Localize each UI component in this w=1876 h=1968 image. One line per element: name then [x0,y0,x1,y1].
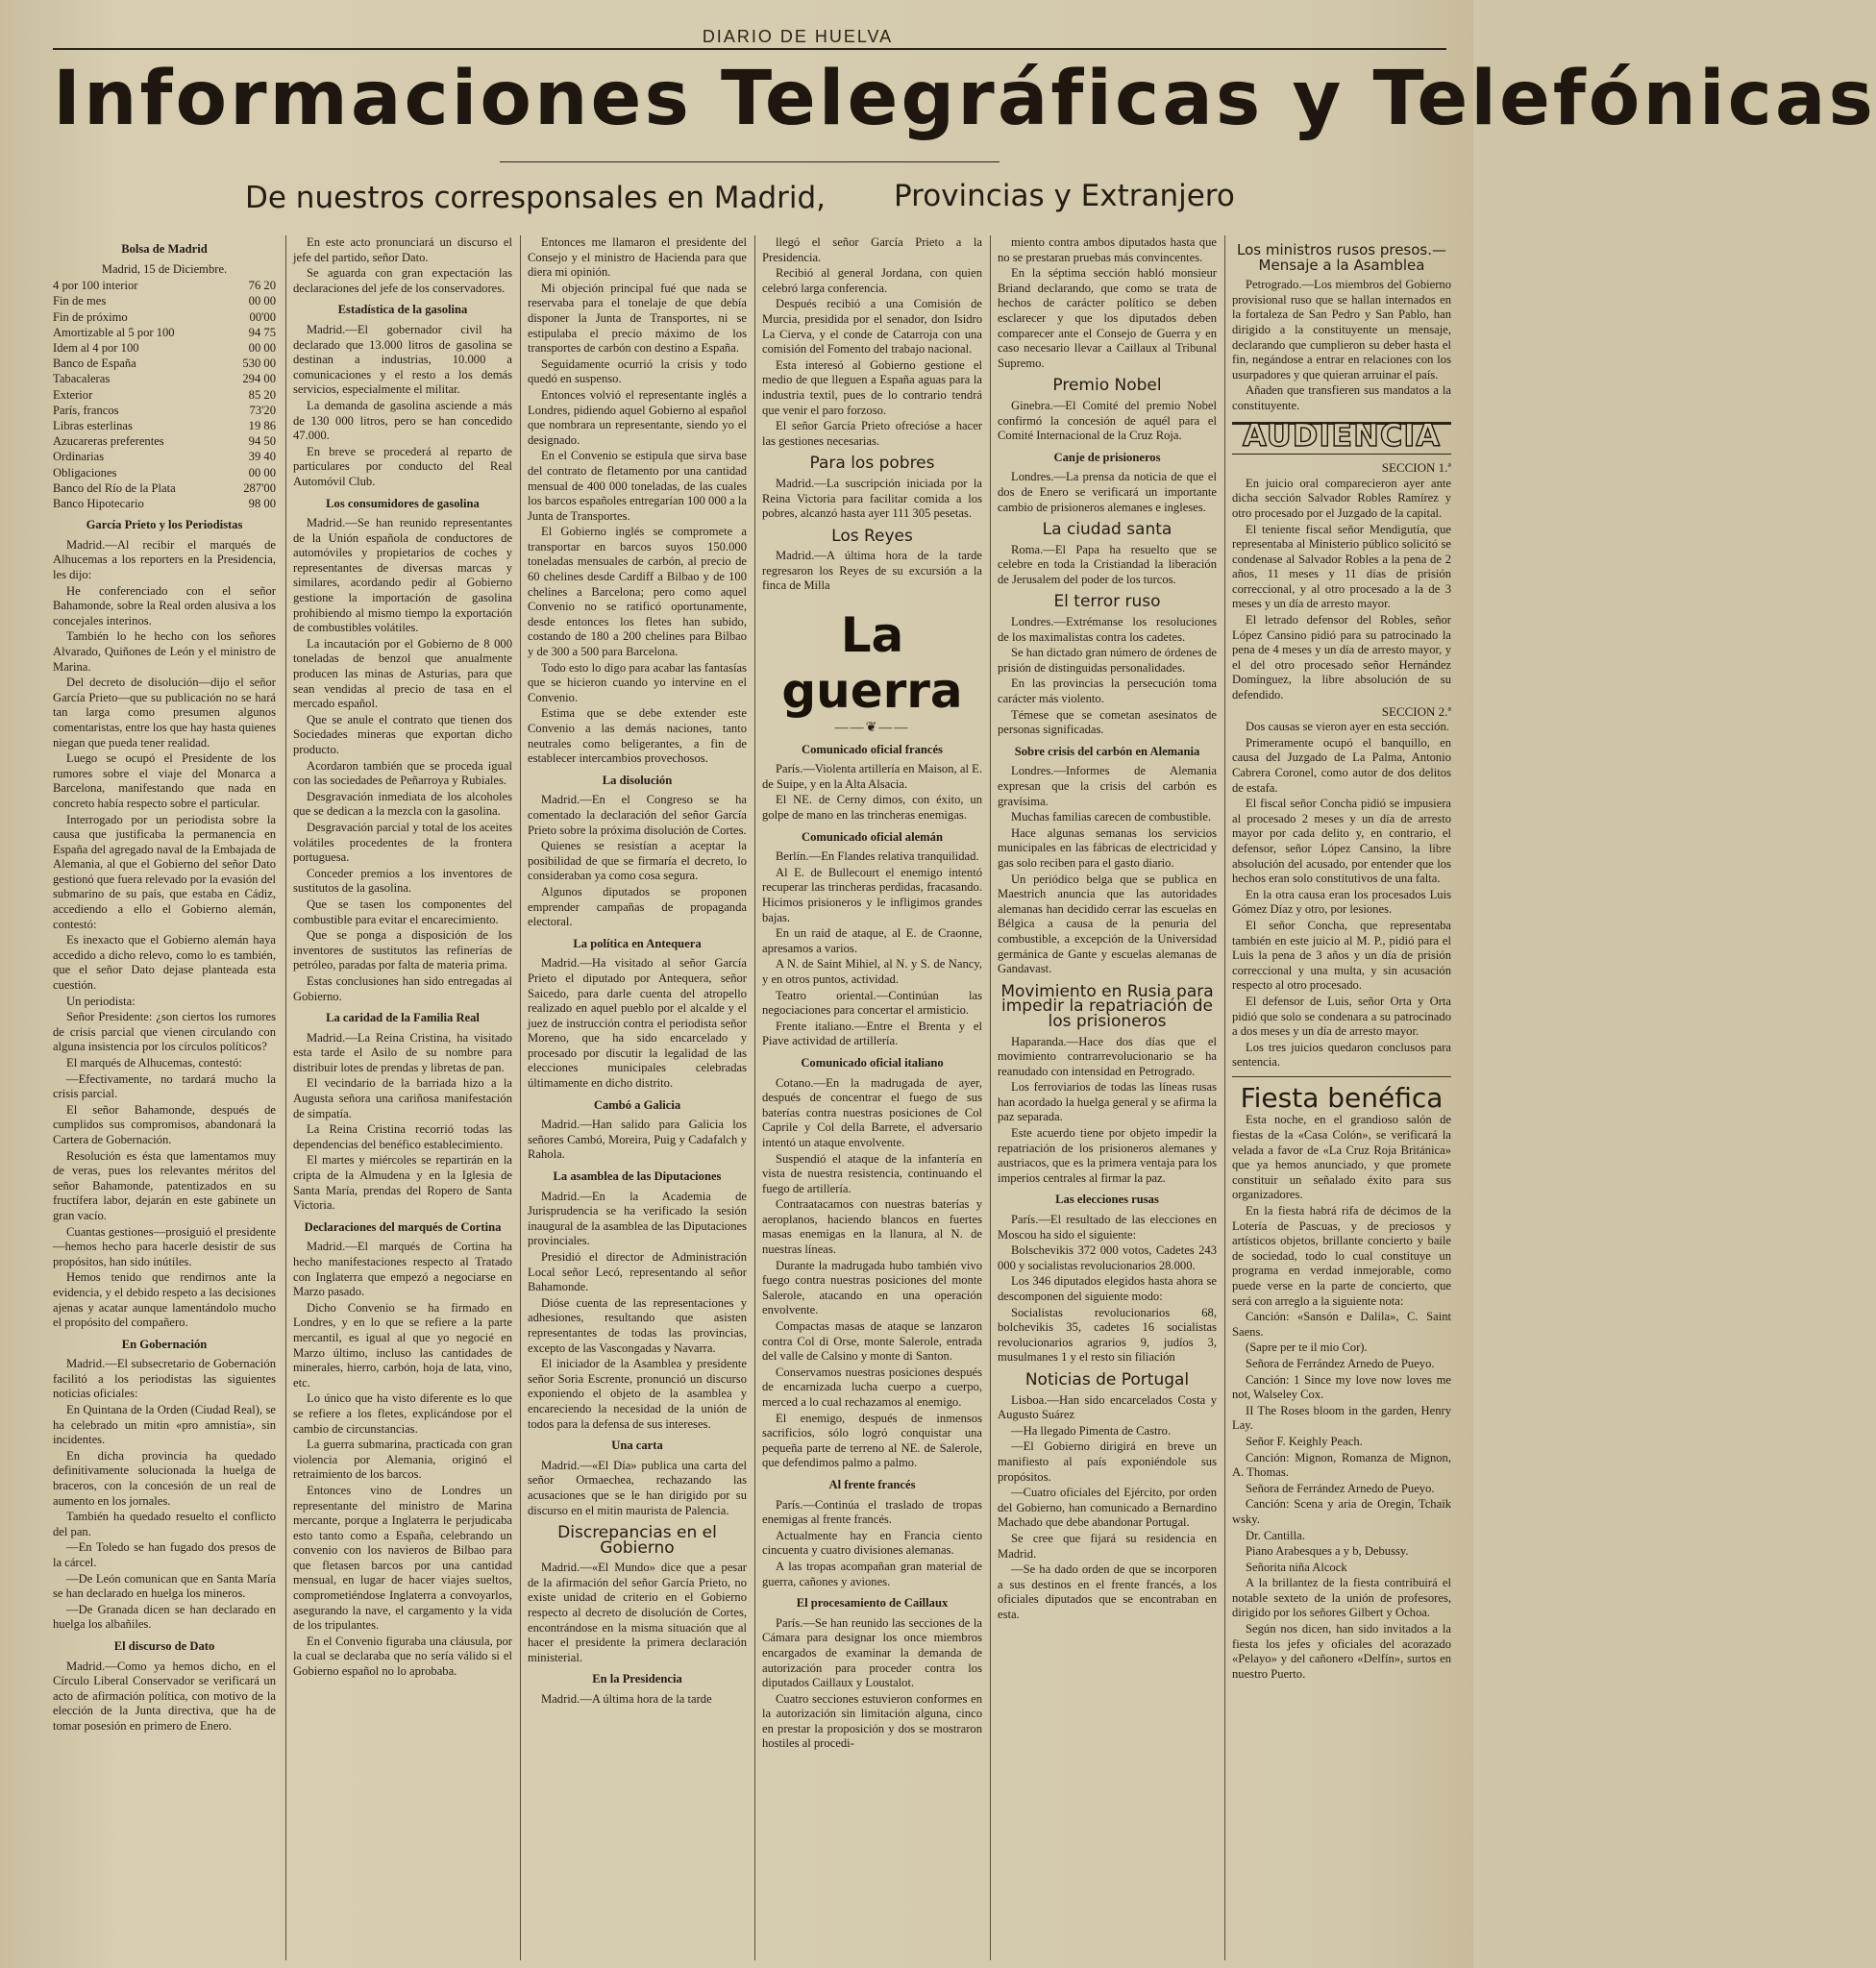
article-text: Canción: «Sansón e Dalila», C. Saint Saens. [1232,1310,1451,1339]
article-text: —Ha llegado Pimenta de Castro. [1011,1423,1172,1438]
article-text: El martes y miércoles se repartirán en la cripta de la Almudena y en la Iglesia de Santa María, prendas del Ropero de Santa Victoria. [293,1153,512,1213]
quote-name: París, francos [53,403,119,417]
article-text: Petrogrado.—Los miembros del Gobierno provisional ruso que se hallan internados en la fortaleza de San Pedro y San Pablo, han dirigido a la constituyente un mensaje, declarando que cumplieron su deber hasta el fin, negándose a entrar en relaciones con los usurpadores y que quieran arruinar el país. [1232,278,1451,381]
quote-value: 39 40 [248,450,276,464]
article-text: Entonces vino de Londres un representante del ministro de Marina mercante, porque a Inglaterra le perjudicaba esto tanto como a España, celebrando un convenio con los navieros de Bilbao para que fletasen barcos por una cantidad mensual, en lugar de hacer viajes sueltos, comprometiéndose Inglaterra a convoyarlos, asegurando la nave, el cargamento y la vida de los tripulantes. [293,1483,512,1633]
article-text: Madrid.—El marqués de Cortina ha hecho manifestaciones respecto al Tratado con Inglaterra que empezó a negociarse en Marzo pasado. [293,1240,512,1299]
article-text: Hemos tenido que rendirnos ante la evidencia, y el debido respeto a las decisiones ajenas y acatar aunque lamentándolo mucho el propósito del compañero. [53,1270,276,1330]
quote-value: 00 00 [248,341,276,355]
article-text: A N. de Saint Mihiel, al N. y S. de Nancy, y en otros puntos, actividad. [762,957,982,986]
article-text: Madrid.—Ha visitado al señor García Prieto el diputado por Antequera, señor Saicedo, para darle cuenta del atropello realizado en aquel pueblo por el alcalde y el juez de instrucción contra el periodista señor Moreno, que ha sido encarcelado y procesado por discutir la legalidad de las elecciones municipales celebradas últimamente en dicho distrito. [528,956,747,1091]
article-text: En breve se procederá al reparto de particulares por conducto del Real Automóvil Club. [293,444,512,488]
article-text: El Gobierno inglés se compromete a transportar en barcos suyos 150.000 toneladas mensuales de carbón, al precio de 60 chelines desde Cardiff a Bilbao y de 100 chelines a Barcelona; pero como aquel Convenio no se ratificó oportunamente, desde entonces los fletes han subido, costando de 180 a 200 chelines para Bilbao y de 300 a 500 para Barcelona. [528,525,747,659]
article-text: En la otra causa eran los procesados Luis Gómez Díaz y otro, por lesiones. [1232,887,1451,917]
quote-name: Obligaciones [53,465,117,480]
article-text: El marqués de Alhucemas, contestó: [66,1056,242,1070]
quote-name: Banco del Río de la Plata [53,480,176,495]
bolsa-date: Madrid, 15 de Diciembre. [101,261,228,276]
masthead-rule [53,48,1446,50]
subtitle-provinces: Provincias y Extranjero [894,179,1235,213]
article-heading: Canje de prisioneros [1053,450,1161,464]
quote-value: 85 20 [248,387,276,402]
quote-row [53,356,276,371]
article-heading: Una carta [611,1439,663,1453]
article-text: Durante la madrugada hubo también vivo fuego contra nuestras posiciones del monte Salerole, atacando en una operación envolvente. [762,1258,982,1317]
article-heading: Los Reyes [831,526,913,546]
article-text: Seguidamente ocurrió la crisis y todo quedó en suspenso. [528,357,747,386]
article-text: Témese que se cometan asesinatos de personas significadas. [998,707,1217,737]
article-text: Señora de Ferrández Arnedo de Pueyo. [1246,1481,1435,1495]
article-text: Teatro oriental.—Continúan las negociaciones para concertar el armisticio. [762,988,982,1018]
article-text: Dióse cuenta de las representaciones y adhesiones, resultando que asisten representantes de todas las provincias, excepto de las Vascongadas y Navarra. [528,1295,747,1355]
article-text: En el Convenio figuraba una cláusula, por la cual se declaraba que no sería válido si el Gobierno español no lo aprobaba. [293,1634,512,1679]
article-text: —Cuatro oficiales del Ejército, por orden del Gobierno, han comunicado a Bernardino Machado que debe abandonar Portugal. [998,1486,1217,1530]
article-heading: Estadística de la gasolina [337,303,468,317]
article-text: Se cree que fijará su residencia en Madrid. [998,1531,1217,1561]
quote-row [53,387,276,403]
article-text: Que se ponga a disposición de los inventores de sustitutos las refinerías de petróleo, paradas por falta de materia prima. [293,928,512,972]
column-separator [990,235,991,1960]
article-text: Hace algunas semanas los servicios municipales en las fábricas de electricidad y gas solo reciben para el gasto diario. [998,825,1217,870]
article-text: En la séptima sección habló monsieur Briand declarando, que como se trata de hechos de carácter político se deben esclarecer y que los diputados deben comparecer ante el Consejo de Guerra y en caso necesario llevar a Caillaux al Tribunal Supremo. [998,266,1217,370]
article-heading: La caridad de la Familia Real [326,1011,480,1025]
article-text: París.—Violenta artillería en Maison, al E. de Suipe, y en la Alta Alsacia. [762,762,982,791]
article-text: Madrid.—«El Mundo» dice que a pesar de la afirmación del señor García Prieto, no existe unidad de criterio en el Gobierno respecto al decreto de disolución de Cortes, encontrándose en la misma situación que al hacer el presidente la primera declaración ministerial. [528,1561,747,1664]
article-text: Cuantas gestiones—prosiguió el presidente—hemos hecho para hacerle desistir de sus propósitos, han sido inútiles. [53,1224,276,1268]
quote-name: Fin de mes [53,294,107,308]
article-text: París.—El resultado de las elecciones en Moscou ha sido el siguiente: [998,1213,1217,1242]
article-heading: La asamblea de las Diputaciones [553,1169,722,1184]
article-text: El teniente fiscal señor Mendigutía, que representaba al Ministerio público solicitó se condenase al Salvador Robles a la pena de 2 años, 11 meses y 11 días de prisión correccional, y al otro procesado a la de 3 meses y un día de arresto mayor. [1232,522,1451,611]
column-separator [1224,235,1225,1960]
article-text: Esta interesó al Gobierno gestione el medio de que lleguen a España aguas para la industria textil, pues de lo contrario tendrá que venir el paro forzoso. [762,357,982,417]
article-text: También lo he hecho con los señores Alvarado, Quiñones de León y el ministro de Marina. [53,629,276,674]
article-text: La Reina Cristina recorrió todas las dependencias del benéfico establecimiento. [293,1122,512,1151]
quote-value: 530 00 [242,357,276,371]
article-text: Canción: Scena y aria de Oregin, Tchaik wsky. [1232,1497,1451,1526]
quote-row [53,465,276,480]
article-text: Madrid.—En el Congreso se ha comentado la declaración del señor García Prieto sobre la próxima disolución de Cortes. [528,793,747,837]
article-text: Madrid.—El subsecretario de Gobernación facilitó a los periodistas las siguientes noticias oficiales: [53,1357,276,1401]
article-text: Madrid.—La suscripción iniciada por la Reina Victoria para facilitar comida a los pobres, alcanzó hasta ayer 111 305 pesetas. [762,476,982,521]
article-heading: Sobre crisis del carbón en Alemania [1014,744,1200,758]
article-heading: Los consumidores de gasolina [326,496,480,510]
article-text: Suspendió el ataque de la infantería en vista de nuestra resistencia, continuando el fuego de artillería. [762,1151,982,1195]
article-text: Cuatro secciones estuvieron conformes en la autorización sin limitación alguna, cinco en prestar la proposición y dos se mostraron hostiles al procedi- [762,1691,982,1751]
article-heading: Al frente francés [828,1477,916,1491]
column-5 [998,235,1217,1960]
article-text: —Se ha dado orden de que se incorporen a sus destinos en el frente francés, a los oficiales diputados que se encontraban en esta. [998,1562,1217,1621]
article-text: Desgravación parcial y total de los aceites volátiles procedentes de la frontera portuguesa. [293,820,512,865]
page-title: Informaciones Telegráficas y Telefónicas [53,56,1876,142]
quote-row [53,278,276,293]
article-text: Según nos dicen, han sido invitados a la fiesta los jefes y oficiales del acorazado «Pelayo» y del cañonero «Delfín», surtos en nuestro Puerto. [1232,1622,1451,1681]
article-text: Interrogado por un periodista sobre la causa que justificaba la permanencia en España del agregado naval de la Embajada de Alemania, al que el Gobierno del señor Dato gestionó que fuera relevado por la evasión del submarino de su país, que estaba en Cádiz, accediendo a ello el Gobierno alemán, contestó: [53,812,276,931]
article-text: Se aguarda con gran expectación las declaraciones del jefe de los conservadores. [293,266,512,295]
fiesta-benefica-heading: Fiesta benéfica [1240,1081,1444,1114]
article-text: Madrid.—Se han reunido representantes de la Unión española de conductores de automóviles y propietarios de coches y representantes de diversas marcas y similares, acordando pedir al Gobierno gestione la importación de gasolina prohibiendo al mismo tiempo la exportación de combustibles volátiles. [293,516,512,635]
article-text: Primeramente ocupó el banquillo, en causa del Juzgado de La Palma, Antonio Cabrera Coronel, como autor de dos delitos de estafa. [1232,735,1451,795]
article-text: Un periódico belga que se publica en Maestrich anuncia que las autoridades alemanas han decidido cerrar las escuelas en Bélgica a causa de la penuria del combustible, a excepción de la Universidad germánica de Gante y escuelas alemanas de Gandavast. [998,872,1217,976]
article-text: Entonces me llamaron el presidente del Consejo y el ministro de Hacienda para que diera mi opinión. [528,235,747,280]
article-text: Madrid.—Han salido para Galicia los señores Cambó, Moreira, Puig y Cadafalch y Rahola. [528,1118,747,1162]
article-text: Canción: Mignon, Romanza de Mignon, A. Thomas. [1232,1450,1451,1480]
article-text: Bolschevikis 372 000 votos, Cadetes 243 000 y socialistas revolucionarios 28.000. [998,1243,1217,1272]
article-text: El enemigo, después de inmensos sacrificios, sólo logró conquistar una pequeña parte de terreno al NE. de Salerole, que defendimos palmo a palmo. [762,1411,982,1470]
quote-name: Exterior [53,387,93,402]
article-heading: Noticias de Portugal [1024,1369,1190,1390]
quote-value: 00'00 [249,309,276,324]
section-divider [1232,1076,1451,1077]
article-text: El señor García Prieto ofrecióse a hacer las gestiones necesarias. [762,419,982,448]
article-text: El defensor de Luis, señor Orta y Orta pidió que solo se condenara a su patrocinado a dos meses y un día de arresto mayor. [1232,994,1451,1039]
quote-name: Libras esterlinas [53,419,133,433]
article-heading: Las elecciones rusas [1055,1193,1159,1207]
article-heading: La política en Antequera [573,936,702,950]
article-heading: Movimiento en Rusia para impedir la repatriación de los prisioneros [1000,981,1214,1031]
article-text: También ha quedado resuelto el conflicto del pan. [53,1510,276,1538]
quote-row [53,403,276,418]
article-text: Madrid.—El gobernador civil ha declarado que 13.000 litros de gasolina se destinan a industrias, 10.000 a comunicaciones y el resto a los demás servicios, especialmente el militar. [293,322,512,397]
article-text: Madrid.—Como ya hemos dicho, en el Círculo Liberal Conservador se verificará un acto de afirmación política, con motivo de la elección de la Junta directiva, que ha de tomar posesión en primero de Enero. [53,1659,276,1733]
article-heading: Para los pobres [809,454,935,474]
article-text: Madrid.—La Reina Cristina, ha visitado esta tarde el Asilo de su nombre para distribuir lotes de prendas y libretas de pan. [293,1030,512,1074]
article-text: Esta noche, en el grandioso salón de fiestas de la «Casa Colón», se verificará la velada a favor de «La Cruz Roja Británica» que ya hemos anunciado, y que promete constituir un señalado éxito para sus organizadores. [1232,1113,1451,1202]
article-text: El letrado defensor del Robles, señor López Cansino pidió para su patrocinado la pena de 4 meses y un día de arresto mayor, y el del otro procesado señor Hernández Domínguez, la libre absolución de su defendido. [1232,613,1451,702]
article-text: Los tres juicios quedaron conclusos para sentencia. [1232,1040,1451,1070]
article-heading: El procesamiento de Caillaux [796,1596,949,1611]
article-text: Madrid.—A última hora de la tarde regresaron los Reyes de su excursión a la finca de Milla [762,549,982,593]
article-text: —De León comunican que en Santa María se han declarado en huelga los mineros. [53,1571,276,1601]
article-text: Presidió el director de Administración Local señor Lecó, representando al señor Bahamonde. [528,1250,747,1294]
article-text: Quienes se resistían a aceptar la posibilidad de que se firmaría el decreto, lo consideraban ya como cosa segura. [528,839,747,883]
article-text: Señor F. Keighly Peach. [1246,1434,1363,1448]
article-heading: La disolución [602,773,673,787]
article-text: Dos causas se vieron ayer en esta sección. [1246,720,1449,734]
article-text: París.—Continúa el traslado de tropas enemigas al frente francés. [762,1497,982,1527]
column-4 [762,235,982,1960]
article-heading: Declaraciones del marqués de Cortina [304,1219,502,1234]
quote-value: 94 50 [248,434,276,449]
quote-name: Ordinarias [53,450,105,464]
quote-row [53,293,276,308]
section-label: SECCION 2.ª [1381,703,1451,719]
article-text: Muchas familias carecen de combustible. [1011,810,1212,824]
article-heading: El terror ruso [1053,592,1161,612]
article-text: Conservamos nuestras posiciones después de encarnizada lucha cuerpo a cuerpo, merced a lo cual rechazamos al enemigo. [762,1365,982,1409]
article-text: El señor Concha, que representaba también en este juicio al M. P., pidió para el Luis la pena de 3 años y un día de prisión correccional y una multa, y sin acusación respecto al otro procesado. [1232,918,1451,993]
article-text: Londres.—Informes de Alemania expresan que la crisis del carbón es gravísima. [998,764,1217,808]
article-text: Que se tasen los componentes del combustible para evitar el encarecimiento. [293,897,512,926]
article-text: (Sapre per te il mio Cor). [1246,1341,1368,1355]
article-text: Estima que se debe extender este Convenio a las demás naciones, tanto neutrales como beligerantes, a fin de establecer intercambios provechosos. [528,706,747,766]
quote-name: Banco Hipotecario [53,497,144,511]
audiencia-banner [1232,416,1451,455]
quote-row [53,496,276,511]
article-text: —De Granada dicen se han declarado en huelga los albañiles. [53,1602,276,1632]
article-heading: La ciudad santa [1042,520,1172,540]
article-text: Acordaron también que se proceda igual con las sociedades de Peñarroya y Rubiales. [293,758,512,788]
quote-value: 94 75 [248,325,276,339]
article-heading: García Prieto y los Periodistas [86,518,243,532]
article-text: II The Roses bloom in the garden, Henry Lay. [1232,1403,1451,1433]
article-text: Madrid.—Al recibir el marqués de Alhucemas a los reporters en la Presidencia, les dijo: [53,537,276,582]
article-heading: Comunicado oficial francés [802,742,943,756]
quote-row [53,418,276,433]
article-text: Señor Presidente: ¿son ciertos los rumores de crisis parcial que vienen circulando con alguna insistencia por los círculos políticos? [53,1010,276,1054]
article-text: Roma.—El Papa ha resuelto que se celebre en toda la Cristiandad la liberación de Jerusalem del poder de los turcos. [998,542,1217,586]
article-text: Todo esto lo digo para acabar las fantasías que se hicieron cuando yo intervine en el Convenio. [528,660,747,704]
article-text: Señorita niña Alcock [1246,1560,1347,1574]
article-text: En las provincias la persecución toma carácter más violento. [998,676,1217,706]
article-text: miento contra ambos diputados hasta que no se prestaran pruebas más convincentes. [998,235,1217,264]
quote-value: 98 00 [248,497,276,511]
article-heading: Comunicado oficial alemán [802,829,943,844]
article-text: Un periodista: [66,994,136,1008]
article-text: En un raid de ataque, al E. de Craonne, apresamos a varios. [762,926,982,955]
article-text: La incautación por el Gobierno de 8 000 toneladas de benzol que anualmente producen las minas de Asturias, para que sean vendidas al precio de tasa en el mercado español. [293,636,512,711]
quote-value: 00 00 [248,465,276,480]
article-heading: En Gobernación [121,1337,208,1351]
article-text: Actualmente hay en Francia ciento cincuenta y cuatro divisiones alemanas. [762,1528,982,1558]
article-text: Añaden que transfieren sus mandatos a la constituyente. [1232,383,1451,412]
article-heading: Los ministros rusos presos.—Mensaje a la Asamblea [1236,241,1446,274]
quote-name: Azucareras preferentes [53,434,164,449]
article-text: El señor Bahamonde, después de cumplidos sus compromisos, abandonará la Cartera de Gobernación. [53,1102,276,1146]
column-separator [754,235,755,1960]
article-heading: Cambó a Galicia [593,1097,681,1112]
column-3 [528,235,747,1960]
quote-name: 4 por 100 interior [53,279,138,293]
article-text: Ginebra.—El Comité del premio Nobel confirmó la concesión de aquél para el Comité Internacional de la Cruz Roja. [998,398,1217,443]
bolsa-heading: Bolsa de Madrid [121,242,208,256]
article-text: Cotano.—En la madrugada de ayer, después de concentrar el fuego de sus baterías contra nuestras posiciones de Col Caprile y Col della Barrete, el adversario intentó un ataque envolvente. [762,1075,982,1149]
article-text: He conferenciado con el señor Bahamonde, sobre la Real orden alusiva a los concejales interinos. [53,583,276,627]
bolsa-quotes-table [53,278,276,511]
article-text: llegó el señor García Prieto a la Presidencia. [762,235,982,264]
article-text: Después recibió a una Comisión de Murcia, presidida por el senador, don Isidro La Cierva, y el conde de Catarroja con una comisión del Fomento del trabajo nacional. [762,297,982,357]
article-text: Contraatacamos con nuestras baterías y aeroplanos, haciendo blancos en fuertes masas enemigas en la llanura, al N. de nuestras líneas. [762,1197,982,1257]
column-separator [520,235,521,1960]
article-text: Al E. de Bullecourt el enemigo intentó recuperar las trincheras perdidas, fracasando. Hicimos prisioneros y le infligimos grandes bajas. [762,865,982,924]
article-text: En la fiesta habrá rifa de décimos de la Lotería de Pascuas, y de preciosos y artísticos objetos, brillante concierto y baile de sociedad, todo lo cual constituye un programa en verdad inmejorable, como puede verse en la parte de concierto, que será con arreglo a la siguiente nota: [1232,1204,1451,1308]
column-1 [53,235,276,1960]
quote-value: 73'20 [249,403,276,417]
column-separator [285,235,286,1960]
article-text: Que se anule el contrato que tienen dos Sociedades mineras que exportan dicho producto. [293,712,512,756]
article-text: —El Gobierno dirigirá en breve un manifiesto al país exponiéndole sus propósitos. [998,1439,1217,1484]
article-text: Madrid.—A última hora de la tarde [541,1692,712,1707]
quote-value: 76 20 [248,279,276,293]
article-text: Entonces volvió el representante inglés a Londres, pidiendo aquel Gobierno al español que nombrara un representante, siendo yo el designado. [528,387,747,447]
article-heading: El discurso de Dato [113,1638,215,1653]
article-text: Es inexacto que el Gobierno alemán haya accedido a dicho relevo, como lo es también, que el señor Dato dejase planteada esta cuestión. [53,933,276,993]
article-text: Estas conclusiones han sido entregadas al Gobierno. [293,973,512,1003]
article-text: Desgravación inmediata de los alcoholes que se dedican a la mezcla con la gasolina. [293,789,512,819]
quote-name: Banco de España [53,357,136,371]
article-text: Los 346 diputados elegidos hasta ahora se descomponen del siguiente modo: [998,1274,1217,1303]
article-heading: Comunicado oficial italiano [801,1055,944,1070]
article-text: A las tropas acompañan gran material de guerra, cañones y aviones. [762,1559,982,1588]
audiencia-title: AUDIENCIA [1242,416,1442,454]
article-text: En este acto pronunciará un discurso el jefe del partido, señor Dato. [293,235,512,264]
article-text: Socialistas revolucionarios 68, bolchevikis 35, cadetes 16 socialistas revolucionarios agrarios 9, judíos 3, musulmanes 1 y el resto sin filiación [998,1305,1217,1365]
article-text: Luego se ocupó el Presidente de los rumores sobre el viaje del Monarca a Barcelona, manifestando que nada en concreto había respecto sobre el particular. [53,751,276,810]
article-text: Canción: 1 Since my love now loves me not, Walseley Cox. [1232,1372,1451,1402]
article-text: Haparanda.—Hace dos días que el movimiento contrarrevolucionario se ha reanudado con intensidad en Petrogrado. [998,1034,1217,1078]
quote-name: Fin de próximo [53,309,128,324]
article-text: Dr. Cantilla. [1246,1528,1305,1542]
article-text: A la brillantez de la fiesta contribuirá el notable sexteto de la unión de profesores, dirigido por los señores Gilbert y Ochoa. [1232,1576,1451,1620]
article-text: Resolución es ésta que lamentamos muy de veras, pues los relevantes méritos del señor Bahamonde, patentizados en su fructífera labor, dejarán en este gabinete un gran vacío. [53,1148,276,1222]
article-text: Del decreto de disolución—dijo el señor García Prieto—que su publicación no se hará tan larga como presumen algunos comentaristas, entre los que hay hasta quienes niegan que pueda tener realidad. [53,676,276,750]
article-text: Madrid.—«El Día» publica una carta del señor Ormaechea, rechazando las acusaciones que se le han dirigido por su discurso en el mitin maurista de Palencia. [528,1458,747,1517]
title-rule [500,161,1000,162]
subtitle-correspondents: De nuestros corresponsales en Madrid, [245,181,827,215]
quote-value: 294 00 [242,372,276,386]
article-text: Londres.—La prensa da noticia de que el dos de Enero se verificará un importante cambio de prisioneros alemanes e ingleses. [998,470,1217,514]
article-text: Algunos diputados se proponen emprender campañas de propaganda electoral. [528,884,747,929]
article-text: El iniciador de la Asamblea y presidente señor Soria Escrente, pronunció un discurso exponiendo el objeto de la asamblea y encareciendo la necesidad de la unión de todos para la defensa de sus intereses. [528,1357,747,1431]
article-text: En Quintana de la Orden (Ciudad Real), se ha celebrado un mitin «pro amnistía», sin incidentes. [53,1403,276,1447]
article-text: Mi objeción principal fué que nada se reservaba para el tonelaje de que debía disponer la Junta de Transportes, ni se estipulaba el precio máximo de los transportes de carbón con destino a España. [528,281,747,356]
article-text: Señora de Ferrández Arnedo de Pueyo. [1246,1356,1435,1370]
masthead: DIARIO DE HUELVA [702,27,894,46]
article-text: Piano Arabesques a y b, Debussy. [1246,1544,1409,1559]
article-text: El vecindario de la barriada hizo a la Augusta señora una cariñosa manifestación de simpatía. [293,1076,512,1120]
quote-row [53,433,276,449]
column-6 [1232,235,1451,1960]
article-text: Londres.—Extrémanse los resoluciones de los maximalistas contra los cadetes. [998,615,1217,644]
column-2 [293,235,512,1960]
quote-name: Amortizable al 5 por 100 [53,325,175,339]
article-heading: Premio Nobel [1052,376,1162,396]
quote-row [53,371,276,386]
article-text: El NE. de Cerny dimos, con éxito, un golpe de mano en las trincheras enemigas. [762,793,982,823]
quote-row [53,309,276,325]
article-text: El fiscal señor Concha pidió se impusiera al procesado 2 meses y un día de arresto mayor por cada delito y, en contrario, el defensor, señor López Cansino, la libre absolución del acusado, por entender que los hechos eran solo constitutivos de una falta. [1232,797,1451,886]
article-text: Frente italiano.—Entre el Brenta y el Piave actividad de artillería. [762,1019,982,1048]
article-text: Dicho Convenio se ha firmado en Londres, y en lo que se refiere a la parte mercantil, es igual al que yo negocié en Marzo último, incluso las cantidades de minerales, hierro, carbón, hoja de lata, vino, etc. [293,1300,512,1390]
article-text: La demanda de gasolina asciende a más de 130 000 litros, pero se han concedido 47.000. [293,398,512,443]
article-heading: En la Presidencia [592,1672,682,1686]
article-text: Lo único que ha visto diferente es lo que se refiere a los fletes, explicándose por el cambio de circunstancias. [293,1391,512,1436]
quote-name: Idem al 4 por 100 [53,341,139,355]
quote-name: Tabacaleras [53,372,111,386]
article-text: Berlín.—En Flandes relativa tranquilidad. [776,849,979,864]
article-text: —Efectivamente, no tardará mucho la crisis parcial. [53,1071,276,1101]
quote-row [53,325,276,340]
article-heading: Discrepancias en el Gobierno [557,1523,717,1558]
quote-value: 00 00 [248,294,276,308]
quote-row [53,480,276,496]
la-guerra-headline: La guerra [781,607,963,720]
article-text: La guerra submarina, practicada con gran violencia por Alemania, originó el retraimiento de los barcos. [293,1438,512,1482]
article-text: Este acuerdo tiene por objeto impedir la repatriación de los prisioneros alemanes y austriacos, que es la primera ventaja para los imperios centrales al firmar la paz. [998,1126,1217,1185]
article-text: Los ferroviarios de todas las líneas rusas han acordado la huelga general y se afirma la paz separada. [998,1080,1217,1124]
quote-row [53,340,276,356]
quote-value: 19 86 [248,419,276,433]
quote-row [53,449,276,464]
article-text: Se han dictado gran número de órdenes de prisión de distinguidas personalidades. [998,646,1217,675]
article-text: Lisboa.—Han sido encarcelados Costa y Augusto Suárez [998,1392,1217,1422]
article-text: En juicio oral comparecieron ayer ante dicha sección Salvador Robles Ramírez y otro procesado por el Juzgado de la capital. [1232,476,1451,520]
article-text: Madrid.—En la Academia de Jurisprudencia se ha verificado la sesión inaugural de la asamblea de las Diputaciones provinciales. [528,1189,747,1248]
quote-value: 287'00 [243,480,276,495]
article-text: En el Convenio se estipula que sirva base del contrato de fletamento por una cantidad mensual de 400 000 toneladas, de las cuales los barcos españoles entregarían 100 000 a la Junta de Transportes. [528,449,747,523]
section-label: SECCION 1.ª [1381,460,1451,476]
article-text: —En Toledo se han fugado dos presos de la cárcel. [53,1540,276,1570]
article-text: Compactas masas de ataque se lanzaron contra Col di Orse, monte Salerole, entrada del valle de Calsino y monte di Santon. [762,1319,982,1364]
article-text: París.—Se han reunido las secciones de la Cámara para designar los once miembros encargados de examinar la demanda de autorización para proceder contra los diputados Caillaux y Loustalot. [762,1615,982,1690]
article-text: Conceder premios a los inventores de sustitutos de la gasolina. [293,866,512,896]
ornament-divider: ——❦—— [834,721,910,736]
article-text: Recibió al general Jordana, con quien celebró larga conferencia. [762,266,982,295]
article-text: En dicha provincia ha quedado definitivamente solucionada la huelga de braceros, con la concesión de un real de aumento en los jornales. [53,1448,276,1508]
